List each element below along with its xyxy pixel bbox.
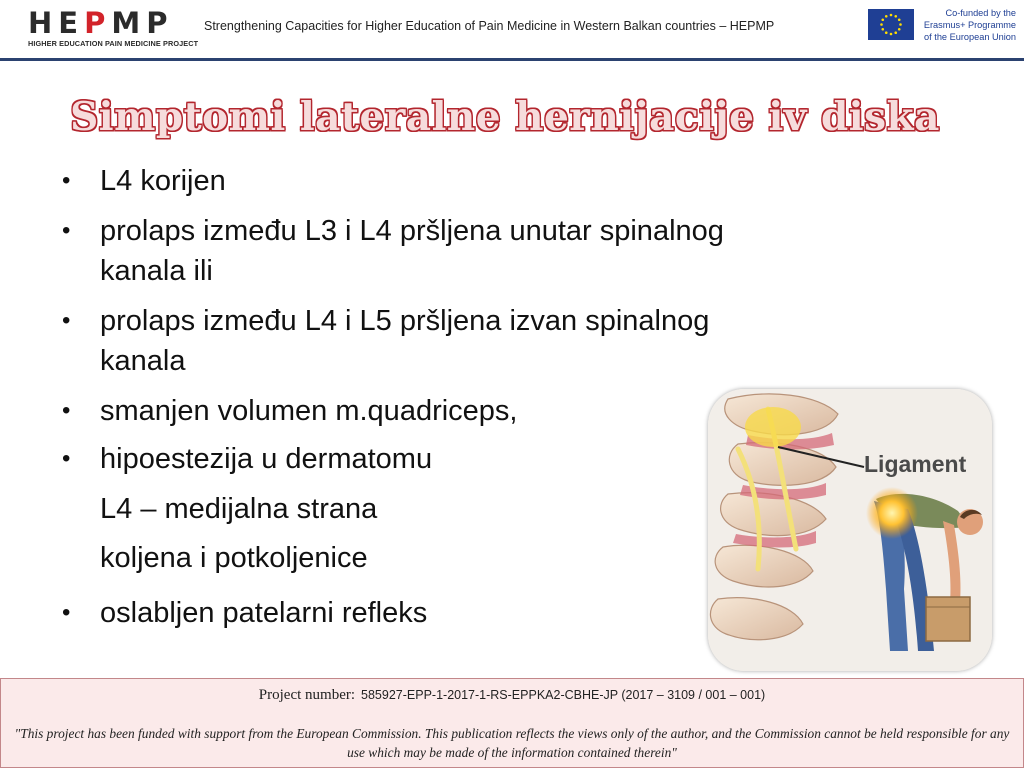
bullet-marker: • — [62, 217, 71, 244]
bullet-text: prolaps između L4 i L5 pršljena izvan spinalnog — [100, 305, 710, 337]
bullet-marker: • — [62, 307, 71, 334]
bullet-text-continuation: kanala — [100, 345, 186, 377]
project-number-label: Project number: — [258, 687, 356, 703]
bullet-text: L4 korijen — [100, 165, 226, 197]
bullet-text: smanjen volumen m.quadriceps, — [100, 395, 518, 427]
herniation-illustration — [708, 389, 992, 671]
bullet-text: hipoestezija u dermatomu — [100, 443, 433, 475]
bullet-text: prolaps između L3 i L4 pršljena unutar spinalnog — [100, 215, 724, 247]
header-divider — [0, 58, 1024, 61]
slide-title: Simptomi lateralne hernijacije iv diska — [70, 94, 940, 140]
spine-lifting-figure — [708, 389, 992, 671]
bullet-marker: • — [62, 167, 71, 194]
eu-flag-icon — [868, 9, 914, 40]
project-number-line — [1, 686, 1023, 704]
bullet-text-continuation: koljena i potkoljenice — [100, 542, 368, 574]
bullet-marker: • — [62, 599, 71, 626]
project-number-value: 585927-EPP-1-2017-1-RS-EPPKA2-CBHE-JP (2017 – 3109 / 001 – 001) — [361, 688, 766, 702]
ligament-label: Ligament — [864, 451, 967, 477]
logo-letters: HEPMP — [28, 6, 174, 40]
logo-tagline: HIGHER EDUCATION PAIN MEDICINE PROJECT — [28, 39, 199, 48]
eu-badge-text: Co-funded by the Erasmus+ Programme of the European Union — [923, 8, 1016, 42]
header — [0, 0, 1024, 58]
header-title: Strengthening Capacities for Higher Education of Pain Medicine in Western Balkan countries – HEPMP — [204, 19, 775, 33]
footer — [0, 678, 1024, 768]
hepmp-logo — [28, 6, 199, 50]
bullet-marker: • — [62, 397, 71, 424]
bullet-text: oslabljen patelarni refleks — [100, 597, 428, 629]
bullet-marker: • — [62, 445, 71, 472]
eu-erasmus-badge — [868, 7, 1016, 43]
bullet-text-continuation: L4 – medijalna strana — [100, 493, 378, 525]
bullet-text-continuation: kanala ili — [100, 255, 213, 287]
funding-disclaimer: "This project has been funded with support from the European Commission. This publication reflects the views only of the author, and the Commission cannot be held responsible for any use which may be made of the information contained therein" — [14, 726, 1010, 760]
